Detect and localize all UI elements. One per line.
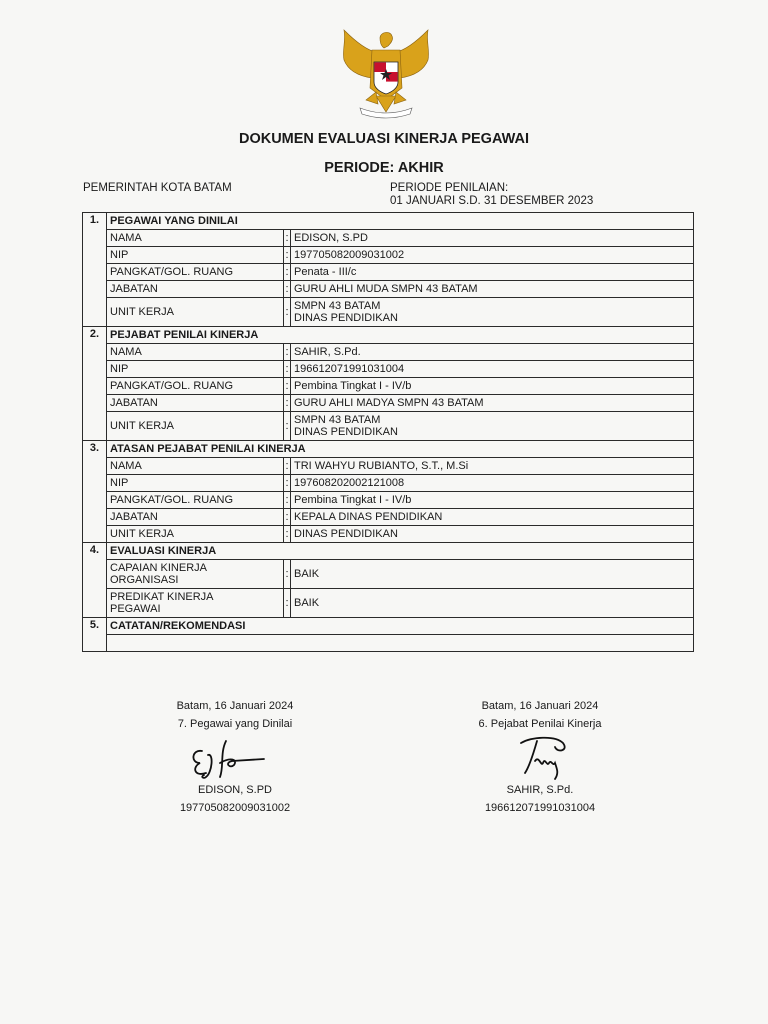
agency-name: PEMERINTAH KOTA BATAM (83, 182, 232, 194)
sign-place-date: Batam, 16 Januari 2024 (481, 700, 599, 712)
field-label: JABATAN (107, 281, 284, 298)
colon: : (284, 281, 291, 298)
handwritten-signature (180, 733, 290, 781)
section-header (83, 441, 694, 458)
field-value: 197705082009031002 (291, 247, 694, 264)
colon: : (284, 492, 291, 509)
field-value: DINAS PENDIDIKAN (291, 526, 694, 543)
field-value: KEPALA DINAS PENDIDIKAN (291, 509, 694, 526)
field-label-line: CAPAIAN KINERJA (110, 562, 207, 574)
field-value: GURU AHLI MADYA SMPN 43 BATAM (291, 395, 694, 412)
colon: : (284, 589, 291, 618)
field-value: Pembina Tingkat I - IV/b (291, 378, 694, 395)
field-label: JABATAN (107, 395, 284, 412)
sign-place-date: Batam, 16 Januari 2024 (176, 700, 294, 712)
section-number: 3. (83, 441, 107, 543)
notes-content (107, 635, 694, 652)
table-row (83, 378, 694, 395)
assessment-period (390, 182, 593, 208)
section-header (83, 213, 694, 230)
table-row (83, 395, 694, 412)
evaluation-table (82, 212, 694, 652)
table-row (83, 475, 694, 492)
field-value: 197608202002121008 (291, 475, 694, 492)
field-label: NAMA (107, 458, 284, 475)
field-value (291, 298, 694, 327)
field-label-line: PREDIKAT KINERJA (110, 591, 214, 603)
sign-role: 7. Pegawai yang Dinilai (177, 718, 293, 730)
table-row (83, 412, 694, 441)
field-label-line: ORGANISASI (110, 574, 179, 586)
section-number: 1. (83, 213, 107, 327)
colon: : (284, 458, 291, 475)
document-title: DOKUMEN EVALUASI KINERJA PEGAWAI (238, 131, 530, 147)
sign-name: SAHIR, S.Pd. (506, 784, 574, 796)
table-row (83, 509, 694, 526)
field-value: Pembina Tingkat I - IV/b (291, 492, 694, 509)
colon: : (284, 247, 291, 264)
field-label: PANGKAT/GOL. RUANG (107, 492, 284, 509)
colon: : (284, 395, 291, 412)
colon: : (284, 412, 291, 441)
sign-nip: 197705082009031002 (179, 802, 291, 814)
colon: : (284, 344, 291, 361)
field-label (107, 589, 284, 618)
sign-name: EDISON, S.PD (198, 784, 272, 796)
colon: : (284, 526, 291, 543)
field-value: EDISON, S.PD (291, 230, 694, 247)
section-title: EVALUASI KINERJA (107, 543, 694, 560)
document-period: PERIODE: AKHIR (324, 160, 444, 176)
colon: : (284, 475, 291, 492)
handwritten-signature (485, 733, 595, 781)
colon: : (284, 509, 291, 526)
field-label: NAMA (107, 230, 284, 247)
field-label: PANGKAT/GOL. RUANG (107, 264, 284, 281)
signature-block-employee (135, 697, 335, 817)
field-value: 196612071991031004 (291, 361, 694, 378)
section-header (83, 543, 694, 560)
table-row (83, 560, 694, 589)
section-title: CATATAN/REKOMENDASI (107, 618, 694, 635)
table-row (83, 230, 694, 247)
field-value (291, 412, 694, 441)
assessment-period-range: 01 JANUARI S.D. 31 DESEMBER 2023 (390, 195, 594, 207)
signature-block-assessor (440, 697, 640, 817)
field-value-line: SMPN 43 BATAM (294, 414, 381, 426)
field-label: NAMA (107, 344, 284, 361)
colon: : (284, 298, 291, 327)
table-row (83, 247, 694, 264)
section-number: 4. (83, 543, 107, 618)
field-label (107, 560, 284, 589)
section-number: 2. (83, 327, 107, 441)
colon: : (284, 560, 291, 589)
field-label: NIP (107, 475, 284, 492)
section-header (83, 327, 694, 344)
field-value-line: SMPN 43 BATAM (294, 300, 381, 312)
sign-nip: 196612071991031004 (484, 802, 596, 814)
field-value-line: DINAS PENDIDIKAN (294, 312, 398, 324)
field-value: GURU AHLI MUDA SMPN 43 BATAM (291, 281, 694, 298)
field-label-line: PEGAWAI (110, 603, 161, 615)
notes-row (83, 635, 694, 652)
assessment-period-label: PERIODE PENILAIAN: (390, 182, 509, 194)
table-row (83, 589, 694, 618)
table-row (83, 264, 694, 281)
field-value: SAHIR, S.Pd. (291, 344, 694, 361)
field-label: UNIT KERJA (107, 526, 284, 543)
field-label: NIP (107, 247, 284, 264)
table-row (83, 281, 694, 298)
table-row (83, 361, 694, 378)
sign-role: 6. Pejabat Penilai Kinerja (478, 718, 602, 730)
section-title: PEGAWAI YANG DINILAI (107, 213, 694, 230)
colon: : (284, 264, 291, 281)
section-number: 5. (83, 618, 107, 652)
field-value-line: DINAS PENDIDIKAN (294, 426, 398, 438)
table-row (83, 458, 694, 475)
section-header (83, 618, 694, 635)
colon: : (284, 230, 291, 247)
field-label: UNIT KERJA (107, 412, 284, 441)
table-row (83, 298, 694, 327)
section-title: ATASAN PEJABAT PENILAI KINERJA (107, 441, 694, 458)
garuda-emblem (336, 22, 436, 122)
field-value: Penata - III/c (291, 264, 694, 281)
field-label: UNIT KERJA (107, 298, 284, 327)
field-label: PANGKAT/GOL. RUANG (107, 378, 284, 395)
table-row (83, 526, 694, 543)
field-value: BAIK (291, 589, 694, 618)
colon: : (284, 378, 291, 395)
colon: : (284, 361, 291, 378)
table-row (83, 344, 694, 361)
field-value: TRI WAHYU RUBIANTO, S.T., M.Si (291, 458, 694, 475)
field-value: BAIK (291, 560, 694, 589)
section-title: PEJABAT PENILAI KINERJA (107, 327, 694, 344)
field-label: JABATAN (107, 509, 284, 526)
table-row (83, 492, 694, 509)
field-label: NIP (107, 361, 284, 378)
